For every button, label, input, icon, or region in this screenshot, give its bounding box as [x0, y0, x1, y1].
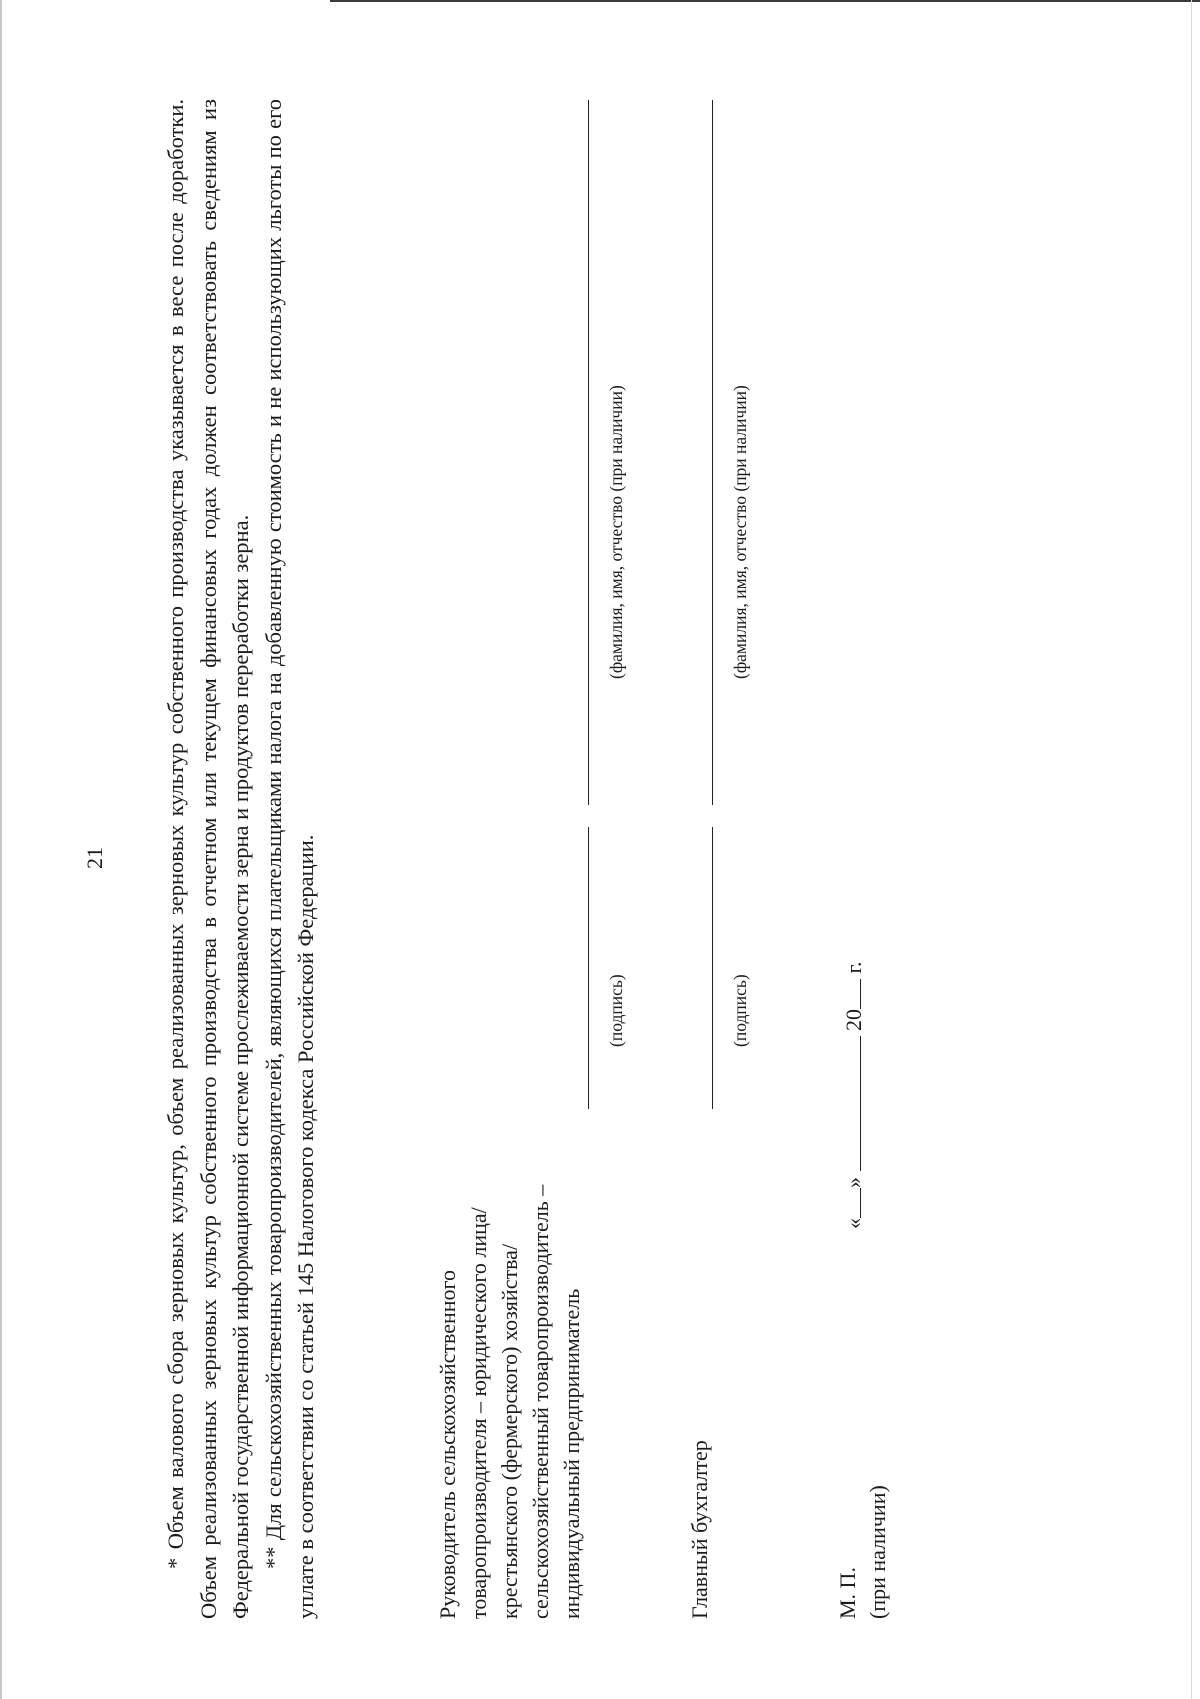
footnote-2: ** Для сельскохозяйственных товаропроизводителей, являющихся плательщиками налога на добавленную стоимость и не использующих льготы по его уплате в соответствии со статьей 145 Налогового кодекса Российской Федерации. [260, 99, 318, 1619]
day-field[interactable] [838, 1188, 861, 1218]
head-title-line: крестьянского (фермерского) хозяйства/ [497, 1243, 522, 1619]
accountant-name-line[interactable] [712, 100, 713, 805]
accountant-title: Главный бухгалтер [687, 1440, 712, 1619]
head-title [432, 1119, 587, 1619]
head-title-line: Руководитель сельскохозяйственного [435, 1269, 460, 1619]
head-name-line[interactable] [588, 100, 589, 805]
page-number: 21 [82, 847, 107, 869]
date-open-quote: « [841, 1218, 866, 1229]
stamp-label: М. П. [835, 1567, 860, 1619]
stamp-note: (при наличии) [865, 1485, 890, 1619]
accountant-name-caption: (фамилия, имя, отчество (при наличии) [730, 385, 750, 679]
year-field[interactable] [838, 979, 861, 1009]
year-suffix: г. [841, 961, 866, 974]
head-signature-line[interactable] [588, 827, 589, 1109]
accountant-signature-caption: (подпись) [730, 974, 750, 1047]
head-title-line: товаропроизводителя – юридического лица/ [466, 1207, 491, 1619]
footnotes [160, 99, 323, 1619]
date-line [838, 961, 867, 1229]
accountant-signature-line[interactable] [712, 827, 713, 1109]
footnote-1: * Объем валового сбора зерновых культур, объем реализованных зерновых культур собственного производства указывается в весе после доработки. Объем реализованных зерновых культур собственного производства в отчетном или текущем финансовых годах должен соответствовать сведениям из Федеральной государственной информационной системе прослеживаемости зерна и продуктов переработки зерна. [163, 99, 253, 1619]
head-title-line: индивидуальный предприниматель [559, 1288, 584, 1619]
month-field[interactable] [838, 1037, 861, 1172]
head-signature-caption: (подпись) [606, 974, 626, 1047]
head-name-caption: (фамилия, имя, отчество (при наличии) [606, 385, 626, 679]
year-prefix: 20 [841, 1009, 866, 1031]
head-title-line: сельскохозяйственный товаропроизводитель – [528, 1184, 553, 1619]
date-close-quote: » [841, 1177, 866, 1188]
